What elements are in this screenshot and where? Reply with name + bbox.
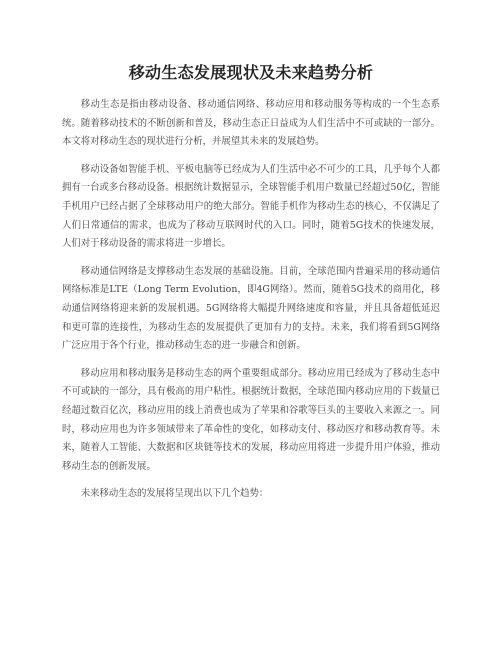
paragraph: 移动生态是指由移动设备、移动通信网络、移动应用和移动服务等构成的一个生态系统。随着移动技术的不断创新和普及，移动生态正日益成为人们生活中不可或缺的一部分。本文将对移动生态的现状进行分析，并展望其未来的发展趋势。: [62, 99, 440, 148]
paragraph: 移动设备如智能手机、平板电脑等已经成为人们生活中必不可少的工具，几乎每个人都拥有一台或多台移动设备。根据统计数据显示，全球智能手机用户数量已经超过50亿，智能手机用户已经占据了全球移动用户的绝大部分。智能手机作为移动生态的核心，不仅满足了人们日常通信的需求，也成为了移动互联网时代的入口。同时，随着5G技术的快速发展，人们对于移动设备的需求将进一步增长。: [62, 163, 440, 250]
paragraph: 未来移动生态的发展将呈现出以下几个趋势：: [80, 488, 269, 500]
paragraph: 移动应用和移动服务是移动生态的两个重要组成部分。移动应用已经成为了移动生态中不可或缺的一部分，具有极高的用户粘性。根据统计数据，全球范围内移动应用的下载量已经超过数百亿次，移动应用的线上消费也成为了苹果和谷歌等巨头的主要收入来源之一。同时，移动应用也为许多领域带来了革命性的变化，如移动支付、移动医疗和移动教育等。未来，随着人工智能、大数据和区块链等技术的发展，移动应用将进一步提升用户体验，推动移动生态的创新发展。: [62, 367, 440, 472]
document-body: [62, 96, 440, 513]
document-title: 移动生态发展现状及未来趋势分析: [128, 63, 374, 82]
paragraph: 移动通信网络是支撑移动生态发展的基础设施。目前，全球范围内普遍采用的移动通信网络标准是LTE（Long Term Evolution，即4G网络）。然而，随着5G技术的商用化，移动通信网络将迎来新的发展机遇。5G网络将大幅提升网络速度和容量，并且具备超低延迟和更可靠的连接性，为移动生态的发展提供了更加有力的支持。未来，我们将看到5G网络广泛应用于各个行业，推动移动生态的进一步融合和创新。: [62, 265, 440, 352]
